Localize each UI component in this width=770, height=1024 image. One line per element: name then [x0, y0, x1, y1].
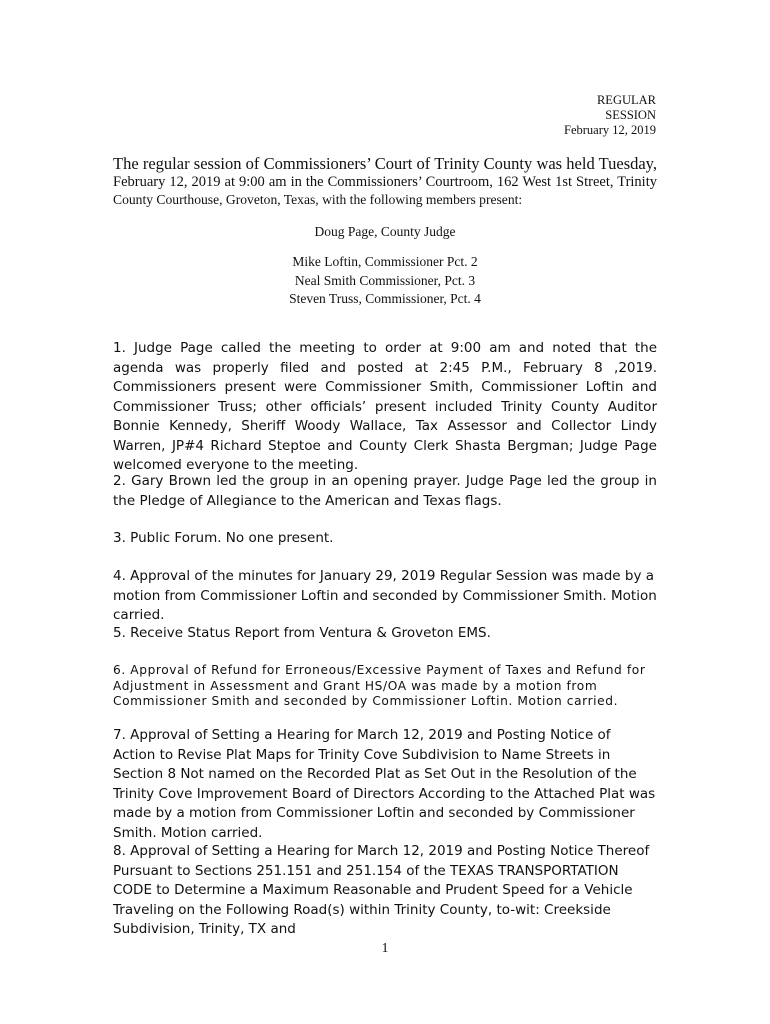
agenda-item-2: 2. Gary Brown led the group in an opening prayer. Judge Page led the group in the Pledge of Allegiance to the American and Texas flags.	[113, 473, 657, 509]
intro-line-1: The regular session of Commissioners’ Court of Trinity County was held Tuesday,	[113, 154, 657, 173]
member-pct3: Neal Smith Commissioner, Pct. 3	[294, 272, 476, 288]
agenda-item-3: 3. Public Forum. No one present.	[113, 530, 334, 546]
header-date: February 12, 2019	[564, 123, 656, 137]
agenda-item-1: 1. Judge Page called the meeting to order at 9:00 am and noted that the agenda was properly filed and posted at 2:45 P.M., February 8 ,2019. Commissioners present were Commissioner Smith, Commissioner Loftin and Commissioner Truss; other officials’ present included Trinity County Auditor Bonnie Kennedy, Sheriff Woody Wallace, Tax Assessor and Collector Lindy Warren, JP#4 Richard Steptoe and County Clerk Shasta Bergman; Judge Page welcomed everyone to the meeting.	[113, 340, 657, 473]
header-session: SESSION	[605, 108, 656, 122]
member-pct2: Mike Loftin, Commissioner Pct. 2	[292, 254, 478, 269]
member-judge: Doug Page, County Judge	[314, 224, 456, 239]
intro-line-2: February 12, 2019 at 9:00 am in the Commissioners’ Courtroom, 162 West 1st Street, Trinity	[113, 174, 657, 190]
agenda-item-8: 8. Approval of Setting a Hearing for March 12, 2019 and Posting Notice Thereof Pursuant to Sections 251.151 and 251.154 of the TEXAS TRANSPORTATION CODE to Determine a Maximum Reasonable and Prudent Speed for a Vehicle Traveling on the Following Road(s) within Trinity County, to-wit: Creekside Subdivision, Trinity, TX and	[113, 843, 650, 937]
agenda-item-4: 4. Approval of the minutes for January 29, 2019 Regular Session was made by a motion from Commissioner Loftin and seconded by Commissioner Smith. Motion carried.	[113, 568, 657, 623]
header-regular: REGULAR	[596, 93, 656, 107]
agenda-item-5: 5. Receive Status Report from Ventura & Groveton EMS.	[113, 625, 491, 641]
member-pct4: Steven Truss, Commissioner, Pct. 4	[289, 291, 481, 306]
page-number: 1	[381, 941, 389, 956]
member-list	[113, 253, 657, 309]
session-header	[564, 93, 656, 138]
intro-paragraph	[113, 155, 657, 209]
agenda-item-6: 6. Approval of Refund for Erroneous/Excessive Payment of Taxes and Refund for Adjustment in Assessment and Grant HS/OA was made by a motion from Commissioner Smith and seconded by Commissioner Loftin. Motion carried.	[113, 663, 646, 708]
agenda-item-7: 7. Approval of Setting a Hearing for March 12, 2019 and Posting Notice of Action to Revise Plat Maps for Trinity Cove Subdivision to Name Streets in Section 8 Not named on the Recorded Plat as Set Out in the Resolution of the Trinity Cove Improvement Board of Directors According to the Attached Plat was made by a motion from Commissioner Loftin and seconded by Commissioner Smith. Motion carried.	[113, 727, 656, 841]
intro-line-3: County Courthouse, Groveton, Texas, with the following members present:	[113, 192, 523, 207]
